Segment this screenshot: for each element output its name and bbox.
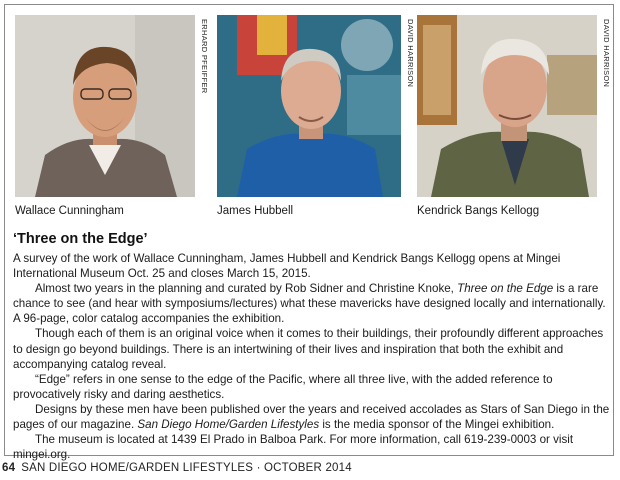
photo-wallace-cunningham: [15, 15, 195, 197]
paragraph-5-text-b: is the media sponsor of the Mingei exhibition.: [319, 418, 555, 432]
article-headline: ‘Three on the Edge’: [13, 231, 148, 247]
paragraph-2-text-b: is a rare chance to see (and hear with symposiums/lectures) what these mavericks have designed locally and internationally. A 96-page, color catalog accompanies the exhibition.: [13, 282, 606, 326]
photo-james-hubbell: [217, 15, 401, 197]
page-footer: [2, 462, 352, 474]
paragraph-4: “Edge” refers in one sense to the edge of the Pacific, where all three live, with the added reference to provocatively risky and daring aesthetics.: [13, 372, 553, 401]
page-number: 64: [2, 462, 16, 474]
photo-credit-1: ERHARD PFEIFFER: [200, 19, 209, 94]
article-body: [13, 251, 613, 462]
photo-credit-3: DAVID HARRISON: [602, 19, 611, 88]
paragraph-1: A survey of the work of Wallace Cunningham, James Hubbell and Kendrick Bangs Kellogg opens at Mingei International Museum Oct. 25 and closes March 15, 2015.: [13, 252, 561, 281]
caption-wallace-cunningham: Wallace Cunningham: [15, 205, 124, 217]
caption-james-hubbell: James Hubbell: [217, 205, 294, 217]
paragraph-5-text-a: Designs by these men have been published over the years and received accolades as Stars of San Diego in the pages of our magazine.: [13, 402, 610, 432]
paragraph-5: [13, 402, 613, 432]
paragraph-2: [13, 281, 613, 326]
exhibition-title: Three on the Edge: [457, 282, 554, 296]
magazine-title: San Diego Home/Garden Lifestyles: [137, 418, 320, 432]
photo-credit-2: DAVID HARRISON: [406, 19, 415, 88]
article-frame: [4, 4, 614, 462]
caption-kendrick-bangs-kellogg: Kendrick Bangs Kellogg: [417, 205, 540, 217]
paragraph-6: The museum is located at 1439 El Prado in Balboa Park. For more information, call 619-239-0003 or visit mingei.org.: [13, 433, 574, 462]
paragraph-3: Though each of them is an original voice when it comes to their buildings, their profoundly different approaches to design go beyond buildings. There is an intertwining of their lives and inspiration that both the exhibit and accompanying catalog reveal.: [13, 327, 604, 371]
photo-kendrick-bangs-kellogg: [417, 15, 597, 197]
paragraph-2-text-a: Almost two years in the planning and curated by Rob Sidner and Christine Knoke,: [35, 282, 458, 296]
publication-line: SAN DIEGO HOME/GARDEN LIFESTYLES · OCTOBER 2014: [21, 462, 352, 474]
